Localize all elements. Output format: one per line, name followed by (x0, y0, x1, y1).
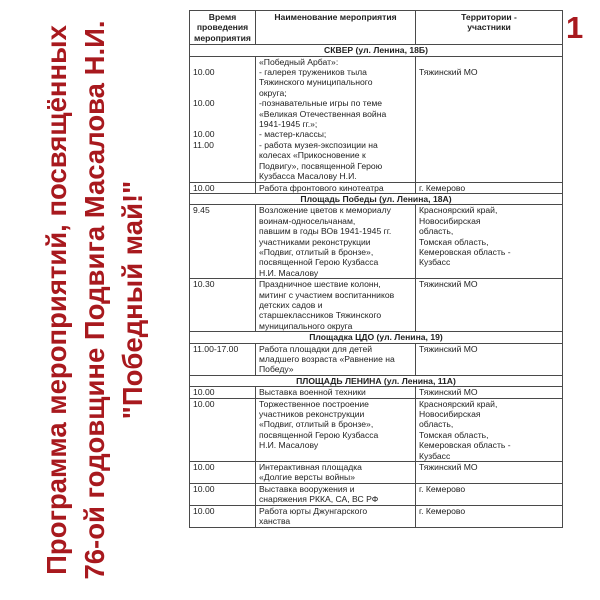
cell-line (193, 119, 252, 129)
cell-line: младшего возраста «Равнение на (259, 354, 395, 364)
territory-cell (416, 56, 563, 182)
time-cell (190, 398, 256, 461)
cell-line: Праздничное шествие колонн, (259, 279, 381, 290)
cell-line: «Подвиг, отлитый в бронзе», (259, 419, 374, 430)
cell-line: 10.00 (193, 129, 215, 140)
title-line-1: Программа мероприятий, посвящённых (41, 25, 72, 575)
cell-line: Новосибирская (419, 409, 481, 420)
time-cell (190, 205, 256, 279)
cell-line: 10.00 (193, 462, 215, 473)
cell-line: Выставка вооружения и (259, 483, 355, 494)
cell-line: 11.00-17.00 (193, 343, 239, 354)
header-name (256, 11, 416, 45)
title-line-3: "Победный май!" (117, 180, 148, 420)
event-cell (256, 279, 416, 332)
header-territories (416, 11, 563, 45)
territory-cell (416, 205, 563, 279)
cell-line: Возложение цветов к мемориалу (259, 205, 391, 216)
cell-line: Кемеровская область - (419, 246, 511, 257)
territory-cell (416, 279, 563, 332)
cell-line: Красноярский край, (419, 205, 498, 216)
cell-line: 10.00 (193, 398, 215, 409)
time-cell (190, 182, 256, 193)
territory-cell (416, 505, 563, 527)
cell-line: 10.00 (193, 505, 215, 516)
time-cell (190, 483, 256, 505)
section-title: ПЛОЩАДЬ ЛЕНИНА (ул. Ленина, 11А) (190, 375, 563, 386)
cell-line: Тяжинский МО (419, 343, 478, 354)
event-cell (256, 462, 416, 484)
section-row (190, 193, 563, 204)
event-cell (256, 205, 416, 279)
cell-line: 10.30 (193, 279, 215, 290)
header-time (190, 11, 256, 45)
territory-cell (416, 182, 563, 193)
vertical-title-text (38, 0, 152, 600)
cell-line: 11.00 (193, 139, 214, 150)
cell-line: область, (419, 419, 454, 430)
cell-line: Тяжинский МО (419, 279, 478, 290)
cell-line: Кузбасса Масалову Н.И. (259, 171, 357, 182)
time-cell (190, 387, 256, 398)
cell-line: Тяжинский МО (419, 462, 478, 473)
time-cell (190, 462, 256, 484)
header-line: Время (208, 12, 237, 22)
section-row (190, 45, 563, 56)
header-line: участники (467, 22, 511, 33)
cell-line (193, 77, 252, 87)
event-cell (256, 483, 416, 505)
cell-line: павшим в годы ВОв 1941-1945 гг. (259, 226, 392, 237)
section-row (190, 375, 563, 386)
cell-line (193, 161, 252, 171)
table-row (190, 182, 563, 193)
table-row (190, 483, 563, 505)
cell-line: г. Кемерово (419, 182, 466, 193)
event-cell (256, 398, 416, 461)
cell-line: Кузбасс (419, 257, 451, 268)
section-title: СКВЕР (ул. Ленина, 18Б) (190, 45, 563, 56)
cell-line: 10.00 (193, 98, 215, 109)
vertical-title (0, 0, 190, 600)
event-cell (256, 505, 416, 527)
cell-line: Подвигу», посвященной Герою (259, 160, 383, 171)
cell-line: Красноярский край, (419, 398, 498, 409)
cell-line: детских садов и (259, 299, 323, 310)
table-row (190, 387, 563, 398)
cell-line (193, 88, 252, 98)
table-row (190, 343, 563, 375)
header-line: проведения (196, 22, 249, 33)
cell-line: -познавательные игры по теме (259, 98, 383, 109)
table-row (190, 462, 563, 484)
event-cell (256, 387, 416, 398)
table-row (190, 56, 563, 182)
cell-line: снаряжения РККА, СА, ВС РФ (259, 494, 379, 505)
cell-line: участниками реконструкции (259, 236, 371, 247)
cell-line: Новосибирская (419, 215, 481, 226)
cell-line: воинам-односельчанам, (259, 215, 356, 226)
cell-line: округа; (259, 87, 287, 98)
event-cell (256, 182, 416, 193)
cell-line: Н.И. Масалову (259, 267, 319, 278)
event-cell (256, 343, 416, 375)
time-cell (190, 279, 256, 332)
cell-line: посвященной Герою Кузбасса (259, 257, 379, 268)
time-cell (190, 505, 256, 527)
cell-line: участников реконструкции (259, 409, 365, 420)
header-line: Территории - (461, 12, 517, 22)
cell-line: ханства (259, 516, 291, 527)
cell-line (193, 57, 252, 67)
cell-line: - галерея тружеников тыла (259, 67, 367, 78)
cell-line: Работа юрты Джунгарского (259, 505, 368, 516)
cell-line: Работа фронтового кинотеатра (259, 182, 384, 193)
cell-line: 9.45 (193, 205, 210, 216)
cell-line: Интерактивная площадка (259, 462, 362, 473)
cell-line: «Подвиг, отлитый в бронзе», (259, 246, 374, 257)
cell-line: Томская область, (419, 236, 489, 247)
cell-line: «Великая Отечественная война (259, 108, 387, 119)
territory-cell (416, 387, 563, 398)
cell-line: г. Кемерово (419, 505, 466, 516)
cell-line: «Победный Арбат»: (259, 56, 339, 67)
cell-line: - мастер-классы; (259, 129, 327, 140)
territory-cell (416, 398, 563, 461)
section-title: Площадь Победы (ул. Ленина, 18А) (190, 193, 563, 204)
territory-cell (416, 343, 563, 375)
cell-line: митинг с участием воспитанников (259, 289, 395, 300)
table-row (190, 505, 563, 527)
cell-line: область, (419, 226, 454, 237)
table-body (190, 45, 563, 527)
cell-line: посвященной Герою Кузбасса (259, 429, 379, 440)
cell-line: Победу» (259, 364, 294, 375)
cell-line: старшеклассников Тяжинского (259, 310, 382, 321)
cell-line: Тяжинский МО (419, 67, 478, 78)
table-row (190, 398, 563, 461)
header-line: мероприятия (194, 32, 251, 43)
table-row (190, 205, 563, 279)
time-cell (190, 56, 256, 182)
schedule-document (189, 10, 562, 528)
cell-line: 10.00 (193, 387, 215, 398)
table-row (190, 279, 563, 332)
cell-line: Кузбасс (419, 450, 451, 461)
territory-cell (416, 483, 563, 505)
section-row (190, 332, 563, 343)
event-cell (256, 56, 416, 182)
title-line-2: 76-ой годовщине Подвига Масалова Н.И. (79, 20, 110, 580)
cell-line (419, 57, 559, 67)
cell-line: Тяжинский МО (419, 387, 478, 398)
page-number: 1 (566, 10, 584, 45)
time-cell (190, 343, 256, 375)
cell-line: Тяжинского муниципального (259, 77, 373, 88)
cell-line: Выставка военной техники (259, 387, 366, 398)
cell-line: 10.00 (193, 483, 215, 494)
cell-line: Торжественное построение (259, 398, 369, 409)
table-header (190, 11, 563, 45)
cell-line: Томская область, (419, 429, 489, 440)
cell-line: Кемеровская область - (419, 440, 511, 451)
cell-line: - работа музея-экспозиции на (259, 139, 378, 150)
section-title: Площадка ЦДО (ул. Ленина, 19) (190, 332, 563, 343)
cell-line (193, 109, 252, 119)
cell-line: 10.00 (193, 182, 215, 193)
cell-line: г. Кемерово (419, 483, 466, 494)
territory-cell (416, 462, 563, 484)
cell-line: 1941-1945 гг.»; (259, 119, 318, 130)
cell-line: Работа площадки для детей (259, 343, 373, 354)
cell-line (193, 150, 252, 160)
cell-line: «Долгие версты войны» (259, 472, 355, 483)
schedule-table (189, 10, 563, 528)
cell-line: 10.00 (193, 67, 215, 78)
cell-line: муниципального округа (259, 320, 353, 331)
cell-line: колесах «Прикосновение к (259, 150, 366, 161)
header-line: Наименование мероприятия (274, 12, 397, 22)
cell-line: Н.И. Масалову (259, 440, 319, 451)
